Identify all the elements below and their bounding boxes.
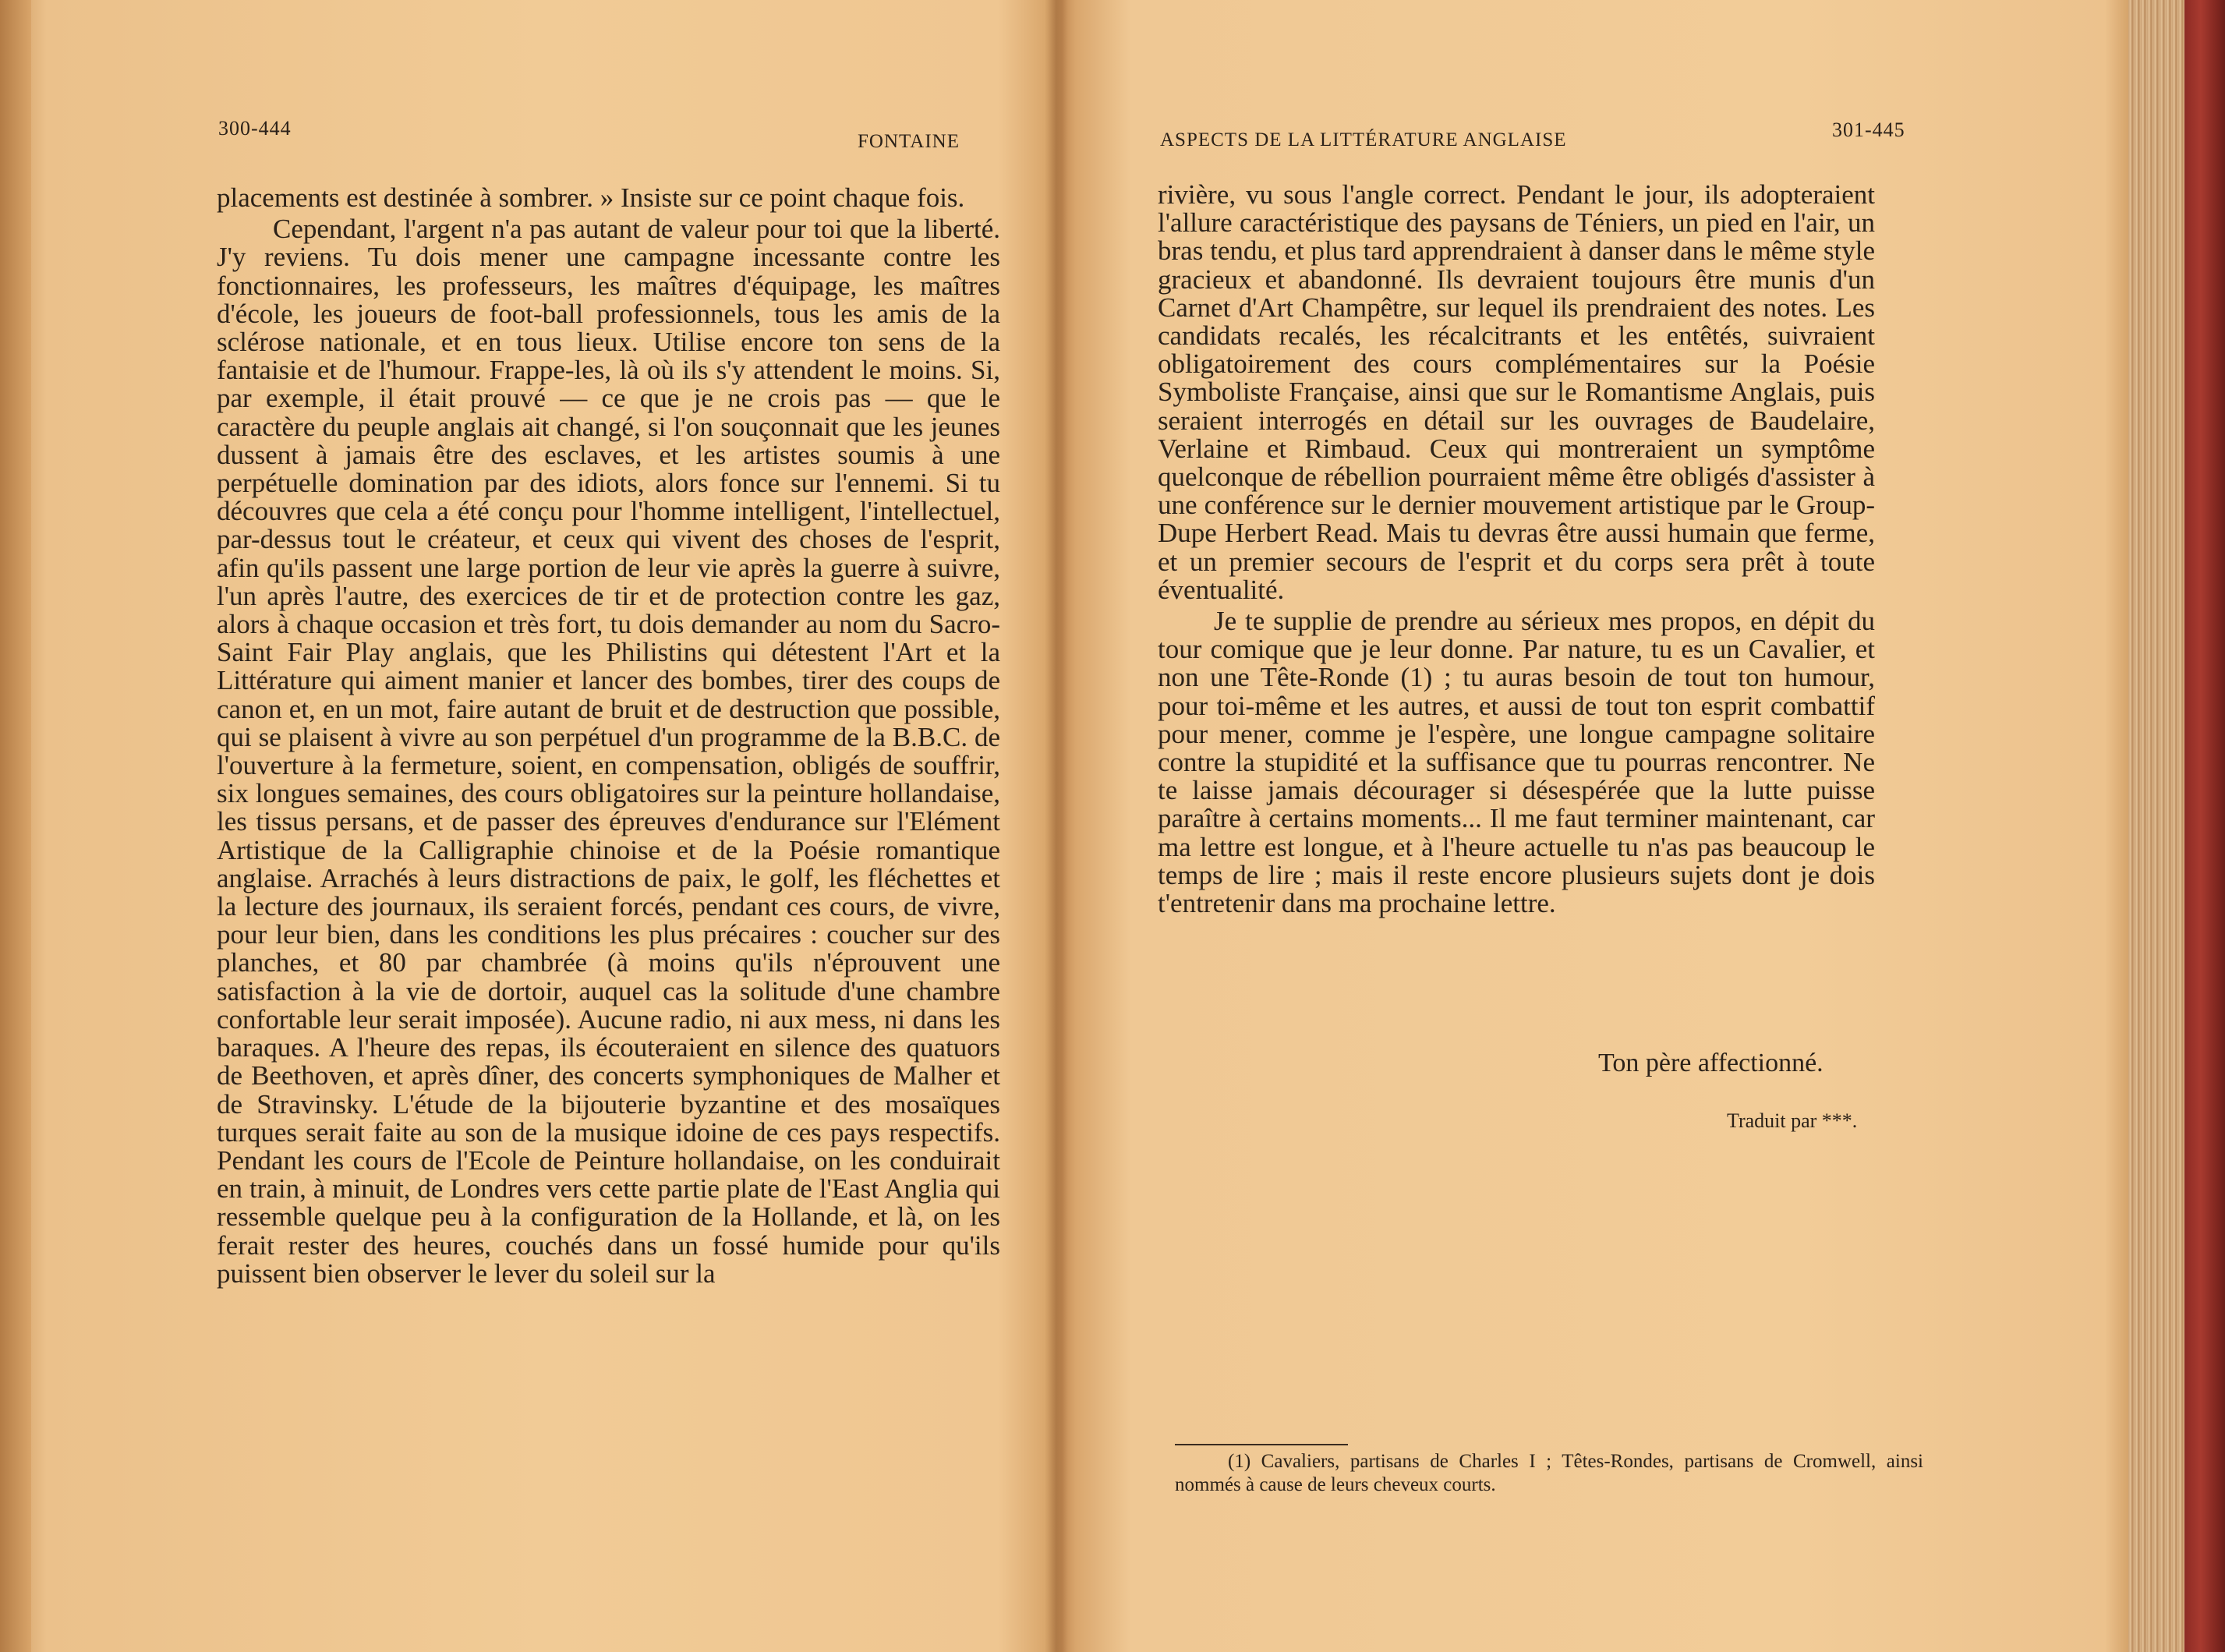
letter-signature: Ton père affectionné. bbox=[1598, 1049, 1824, 1077]
left-paragraph-1: placements est destinée à sombrer. » Insiste sur ce point chaque fois. bbox=[217, 182, 965, 213]
footnote-rule bbox=[1175, 1444, 1348, 1445]
right-running-head: ASPECTS DE LA LITTÉRATURE ANGLAISE bbox=[1160, 129, 1567, 150]
right-paragraph-1: rivière, vu sous l'angle correct. Pendant le jour, ils adopteraient l'allure caractéristique des paysans de Téniers, un pied en l'air, un bras tendu, et plus tard apprendraient à danser dans le même style gracieux et abandonné. Ils devraient toujours être munis d'un Carnet d'Art Champêtre, sur lequel ils prendraient des notes. Les candidats recalés, les récalcitrants et les entêtés, suivraient obligatoirement des cours complémentaires sur la Poésie Symboliste Française, ainsi que sur le Romantisme Anglais, puis seraient interrogés en détail sur les ouvrages de Baudelaire, Verlaine et Rimbaud. Ceux qui montreraient un symptôme quelconque de rébellion pourraient même être obligés d'assister à une conférence sur le dernier mouvement artistique par le Group-Dupe Herbert Read. Mais tu devras être aussi humain que ferme, et un premier secours de l'esprit et du corps sera prêt à toute éventualité. bbox=[1158, 179, 1875, 605]
book-gutter bbox=[1045, 0, 1068, 1652]
right-page-edges-and-cover bbox=[2128, 0, 2225, 1652]
footnote-text: (1) Cavaliers, partisans de Charles I ; Têtes-Rondes, partisans de Cromwell, ainsi nommés à cause de leurs cheveux courts. bbox=[1175, 1451, 1923, 1495]
left-page-body bbox=[217, 184, 1000, 1288]
right-page bbox=[1158, 0, 1930, 1652]
right-page-folio: 301-445 bbox=[1832, 119, 1905, 141]
left-page-edge bbox=[0, 0, 31, 1652]
left-page-folio: 300-444 bbox=[218, 117, 292, 140]
footnote bbox=[1175, 1450, 1923, 1497]
left-running-head: FONTAINE bbox=[858, 131, 960, 152]
right-paragraph-2: Je te supplie de prendre au sérieux mes propos, en dépit du tour comique que je leur donne. Par nature, tu es un Cavalier, et non une Tête-Ronde (1) ; tu auras besoin de tout ton humour, pour toi-même et les autres, et aussi de tout ton esprit combattif pour mener, comme je l'espère, une longue campagne solitaire contre la stupidité et la suffisance que tu pourras rencontrer. Ne te laisse jamais décourager si désespérée que la lutte puisse paraître à certains moments... Il me faut terminer maintenant, car ma lettre est longue, et à l'heure actuelle tu n'as pas beaucoup le temps de lire ; mais il reste encore plusieurs sujets dont je dois t'entretenir dans ma prochaine lettre. bbox=[1158, 606, 1875, 919]
translator-credit: Traduit par ***. bbox=[1727, 1109, 1858, 1132]
left-page bbox=[187, 0, 1000, 1652]
left-paragraph-2: Cependant, l'argent n'a pas autant de valeur pour toi que la liberté. J'y reviens. Tu dois mener une campagne incessante contre les fonctionnaires, les professeurs, les maîtres d'équipage, les maîtres d'école, les joueurs de foot-ball professionnels, tous les amis de la sclérose nationale, et en tous lieux. Utilise encore ton sens de la fantaisie et de l'humour. Frappe-les, là où ils s'y attendent le moins. Si, par exemple, il était prouvé — ce que je ne crois pas — que le caractère du peuple anglais ait changé, si l'on souçonnait que les jeunes dussent à jamais être des esclaves, et les artistes soumis à une perpétuelle domination par des idiots, alors fonce sur l'ennemi. Si tu découvres que cela a été conçu pour l'homme intelligent, l'intellectuel, par-dessus tout le créateur, et ceux qui vivent des choses de l'esprit, afin qu'ils passent une large portion de leur vie après la guerre à suivre, l'un après l'autre, des exercices de tir et de protection contre les gaz, alors à chaque occasion et très fort, tu dois demander au nom du Sacro-Saint Fair Play anglais, que les Philistins qui détestent l'Art et la Littérature qui aiment manier et lancer des bombes, tirer des coups de canon et, en un mot, faire autant de bruit et de destruction que possible, qui se plaisent à vivre au son perpétuel d'un programme de la B.B.C. de l'ouverture à la fermeture, soient, en compensation, obligés de souffrir, six longues semaines, des cours obligatoires sur la peinture hollandaise, les tissus persans, et de passer des épreuves d'endurance sur l'Elément Artistique de la Calligraphie chinoise et de la Poésie romantique anglaise. Arrachés à leurs distractions de paix, le golf, les fléchettes et la lecture des journaux, ils seraient forcés, pendant ces cours, de vivre, pour leur bien, dans les conditions les plus précaires : coucher sur des planches, et 80 par chambrée (à moins qu'ils n'éprouvent une satisfaction à la vie de dortoir, auquel cas la solitude d'une chambre confortable leur serait imposée). Aucune radio, ni aux mess, ni dans les baraques. A l'heure des repas, ils écouteraient en silence des quatuors de Beethoven, et après dîner, des concerts symphoniques de Malher et de Stravinsky. L'étude de la bijouterie byzantine et des mosaïques turques serait faite au son de la musique idoine de ces pays respectifs. Pendant les cours de l'Ecole de Peinture hollandaise, on les conduirait en train, à minuit, de Londres vers cette partie plate de l'East Anglia qui ressemble quelque peu à la configuration de la Hollande, et là, on les ferait rester des heures, couchés dans un fossé humide pour qu'ils puissent bien observer le lever du soleil sur la bbox=[217, 214, 1000, 1289]
right-page-body bbox=[1158, 181, 1875, 918]
